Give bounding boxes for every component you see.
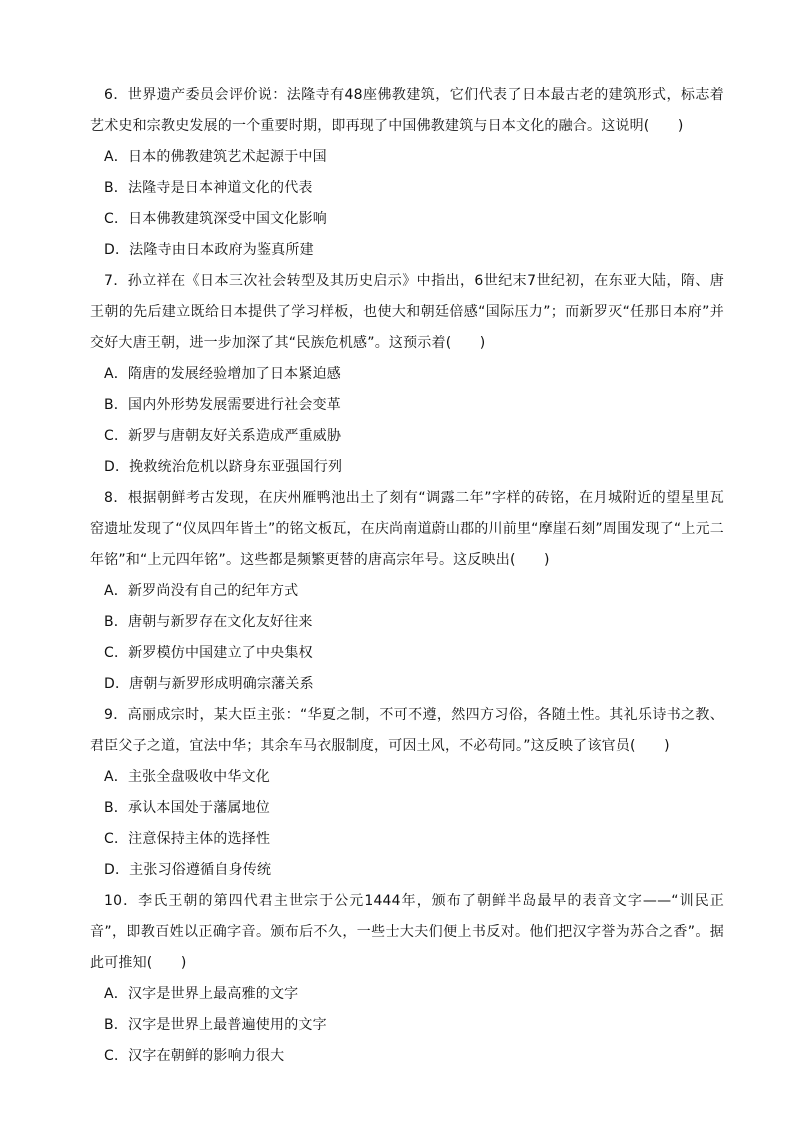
question-stem: 6．世界遗产委员会评价说：法隆寺有48座佛教建筑，它们代表了日本最古老的建筑形式，标志着艺术史和宗教史发展的一个重要时期，即再现了中国佛教建筑与日本文化的融合。这说明( ) [90, 87, 724, 134]
option-c: C．汉字在朝鲜的影响力很大 [104, 1048, 285, 1064]
option-c: C．新罗模仿中国建立了中央集权 [104, 645, 313, 661]
question-9 [90, 700, 724, 886]
option-c: C．新罗与唐朝友好关系造成严重威胁 [104, 428, 342, 444]
question-7 [90, 266, 724, 483]
option-list [90, 762, 724, 886]
question-8 [90, 483, 724, 700]
option-b: B．唐朝与新罗存在文化友好往来 [104, 614, 313, 630]
option-b: B．国内外形势发展需要进行社会变革 [104, 397, 342, 413]
option-list [90, 359, 724, 483]
option-list [90, 142, 724, 266]
question-10 [90, 886, 724, 1072]
option-b: B．法隆寺是日本神道文化的代表 [104, 180, 313, 196]
question-stem: 9．高丽成宗时，某大臣主张：“华夏之制，不可不遵，然四方习俗，各随土性。其礼乐诗书之教、君臣父子之道，宜法中华；其余车马衣服制度，可因土风，不必苟同。”这反映了该官员( ) [90, 707, 724, 754]
option-d: D．挽救统治危机以跻身东亚强国行列 [104, 459, 343, 475]
option-c: C．日本佛教建筑深受中国文化影响 [104, 211, 327, 227]
option-a: A．新罗尚没有自己的纪年方式 [104, 583, 299, 599]
option-a: A．隋唐的发展经验增加了日本紧迫感 [104, 366, 341, 382]
option-a: A．日本的佛教建筑艺术起源于中国 [104, 149, 327, 165]
question-stem: 8．根据朝鲜考古发现，在庆州雁鸭池出土了刻有“调露二年”字样的砖铭，在月城附近的望星里瓦窑遗址发现了“仪凤四年皆土”的铭文板瓦，在庆尚南道蔚山郡的川前里“摩崖石刻”周围发现了“上元二年铭”和“上元四年铭”。这些都是频繁更替的唐高宗年号。这反映出( ) [90, 490, 724, 568]
option-b: B．汉字是世界上最普遍使用的文字 [104, 1017, 327, 1033]
question-stem: 7．孙立祥在《日本三次社会转型及其历史启示》中指出，6世纪末7世纪初，在东亚大陆，隋、唐王朝的先后建立既给日本提供了学习样板，也使大和朝廷倍感“国际压力”；而新罗灭“任那日本府”并交好大唐王朝，进一步加深了其“民族危机感”。这预示着( ) [90, 273, 724, 351]
option-d: D．法隆寺由日本政府为鉴真所建 [104, 242, 314, 258]
question-stem: 10．李氏王朝的第四代君主世宗于公元1444年，颁布了朝鲜半岛最早的表音文字——“训民正音”，即教百姓以正确字音。颁布后不久，一些士大夫们便上书反对。他们把汉字誉为苏合之香”。据此可推知( ) [90, 893, 724, 971]
option-d: D．主张习俗遵循自身传统 [104, 862, 272, 878]
option-d: D．唐朝与新罗形成明确宗藩关系 [104, 676, 314, 692]
option-list [90, 576, 724, 700]
option-list [90, 979, 724, 1072]
option-c: C．注意保持主体的选择性 [104, 831, 271, 847]
question-6 [90, 80, 724, 266]
option-b: B．承认本国处于藩属地位 [104, 800, 271, 816]
option-a: A．汉字是世界上最高雅的文字 [104, 986, 299, 1002]
option-a: A．主张全盘吸收中华文化 [104, 769, 270, 785]
